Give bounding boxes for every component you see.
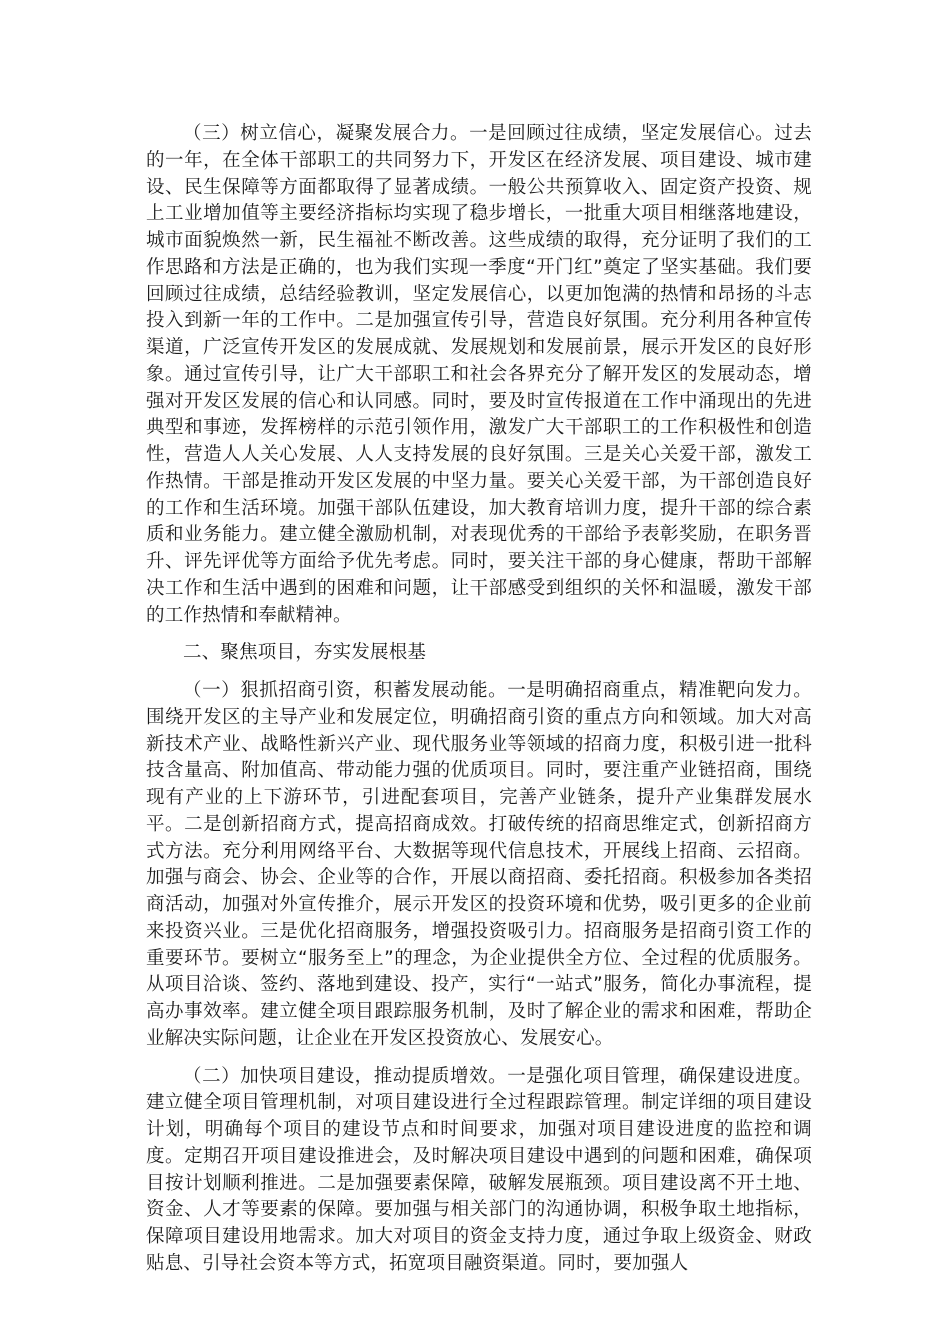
section-heading-projects: 二、聚焦项目，夯实发展根基 — [183, 642, 427, 664]
paragraph-project-construction: （二）加快项目建设，推动提质增效。一是强化项目管理，确保建设进度。建立健全项目管理机制，对项目建设进行全过程跟踪管理。制定详细的项目建设计划，明确每个项目的建设节点和时间要求，加强对项目建设进度的监控和调度。定期召开项目建设推进会，及时解决项目建设中遇到的问题和困难，确保项目按计划顺利推进。二是加强要素保障，破解发展瓶颈。项目建设离不开土地、资金、人才等要素的保障。要加强与相关部门的沟通协调，积极争取土地指标，保障项目建设用地需求。加大对项目的资金支持力度，通过争取上级资金、财政贴息、引导社会资本等方式，拓宽项目融资渠道。同时，要加强人 — [146, 1065, 812, 1274]
document-body — [146, 121, 812, 1289]
paragraph-build-confidence: （三）树立信心，凝聚发展合力。一是回顾过往成绩，坚定发展信心。过去的一年，在全体干部职工的共同努力下，开发区在经济发展、项目建设、城市建设、民生保障等方面都取得了显著成绩。一般公共预算收入、固定资产投资、规上工业增加值等主要经济指标均实现了稳步增长，一批重大项目相继落地建设，城市面貌焕然一新，民生福祉不断改善。这些成绩的取得，充分证明了我们的工作思路和方法是正确的，也为我们实现一季度“开门红”奠定了坚实基础。我们要回顾过往成绩，总结经验教训，坚定发展信心，以更加饱满的热情和昂扬的斗志投入到新一年的工作中。二是加强宣传引导，营造良好氛围。充分利用各种宣传渠道，广泛宣传开发区的发展成就、发展规划和发展前景，展示开发区的良好形象。通过宣传引导，让广大干部职工和社会各界充分了解开发区的发展动态，增强对开发区发展的信心和认同感。同时，要及时宣传报道在工作中涌现出的先进典型和事迹，发挥榜样的示范引领作用，激发广大干部职工的工作积极性和创造性，营造人人关心发展、人人支持发展的良好氛围。三是关心关爱干部，激发工作热情。干部是推动开发区发展的中坚力量。要关心关爱干部，为干部创造良好的工作和生活环境。加强干部队伍建设，加大教育培训力度，提升干部的综合素质和业务能力。建立健全激励机制，对表现优秀的干部给予表彰奖励，在职务晋升、评先评优等方面给予优先考虑。同时，要关注干部的身心健康，帮助干部解决工作和生活中遇到的困难和问题，让干部感受到组织的关怀和温暖，激发干部的工作热情和奉献精神。 — [146, 123, 812, 626]
paragraph-investment-attraction: （一）狠抓招商引资，积蓄发展动能。一是明确招商重点，精准靶向发力。围绕开发区的主导产业和发展定位，明确招商引资的重点方向和领域。加大对高新技术产业、战略性新兴产业、现代服务业等领域的招商力度，积极引进一批科技含量高、附加值高、带动能力强的优质项目。同时，要注重产业链招商，围绕现有产业的上下游环节，引进配套项目，完善产业链条，提升产业集群发展水平。二是创新招商方式，提高招商成效。打破传统的招商思维定式，创新招商方式方法。充分利用网络平台、大数据等现代信息技术，开展线上招商、云招商。加强与商会、协会、企业等的合作，开展以商招商、委托招商。积极参加各类招商活动，加强对外宣传推介，展示开发区的投资环境和优势，吸引更多的企业前来投资兴业。三是优化招商服务，增强投资吸引力。招商服务是招商引资工作的重要环节。要树立“服务至上”的理念，为企业提供全方位、全过程的优质服务。从项目洽谈、签约、落地到建设、投产，实行“一站式”服务，简化办事流程，提高办事效率。建立健全项目跟踪服务机制，及时了解企业的需求和困难，帮助企业解决实际问题，让企业在开发区投资放心、发展安心。 — [146, 680, 812, 1049]
